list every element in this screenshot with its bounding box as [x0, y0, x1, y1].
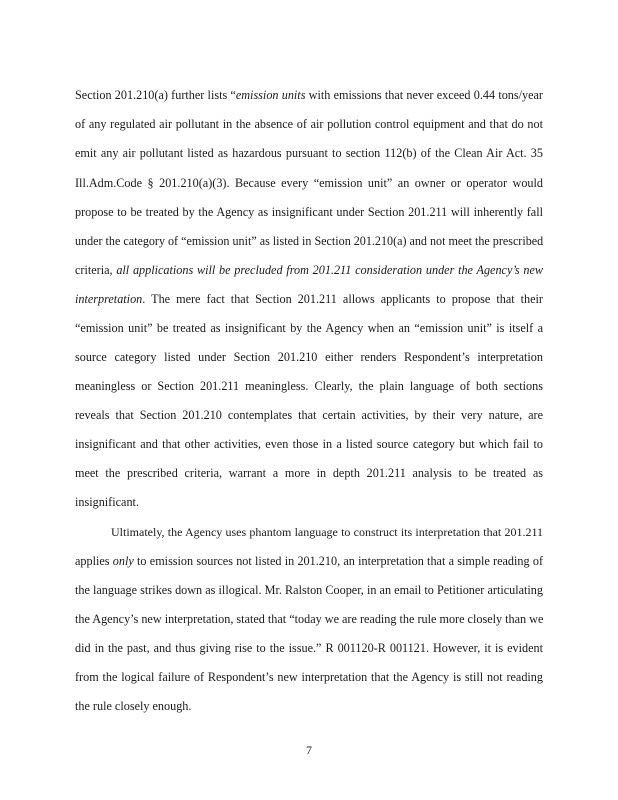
paragraph-1-line-11: meaningless or Section 201.211 meaningless. Clearly, the plain language of both sections [75, 379, 543, 393]
text-run: to emission sources not listed in 201.210, an interpretation that a simple reading of [133, 554, 543, 568]
paragraph-1-line-10: source category listed under Section 201.210 either renders Respondent’s interpretation [75, 350, 543, 364]
paragraph-1-line-14: meet the prescribed criteria, warrant a more in depth 201.211 analysis to be treated as [75, 466, 543, 480]
text-run: applies [75, 554, 113, 568]
text-run: criteria, [75, 263, 117, 277]
emphasis-text: interpretation [75, 292, 143, 306]
paragraph-1-line-15: insignificant. [75, 495, 139, 509]
paragraph-2-line-5: did in the past, and thus giving rise to the issue.” R 001120-R 001121. However, it is evident [75, 641, 543, 655]
page-number: 7 [306, 743, 312, 757]
paragraph-2-line-2 [75, 554, 543, 568]
emphasis-text: emission units [235, 88, 306, 102]
paragraph-1-line-8 [75, 292, 543, 306]
paragraph-2-line-1: Ultimately, the Agency uses phantom language to construct its interpretation that 201.211 [111, 525, 543, 539]
paragraph-1-line-9: “emission unit” be treated as insignificant by the Agency when an “emission unit” is itself a [75, 321, 543, 335]
paragraph-1-line-7 [75, 263, 543, 277]
text-run: Section 201.210(a) further lists “ [75, 88, 236, 102]
paragraph-2-line-7: the rule closely enough. [75, 699, 192, 713]
paragraph-1-line-2: of any regulated air pollutant in the absence of air pollution control equipment and that do not [75, 117, 543, 131]
text-run: with emissions that never exceed 0.44 tons/year [305, 88, 543, 102]
paragraph-2-line-3: the language strikes down as illogical. Mr. Ralston Cooper, in an email to Petitioner articulating [75, 583, 543, 597]
paragraph-1-line-6: under the category of “emission unit” as listed in Section 201.210(a) and not meet the prescribed [75, 234, 544, 248]
paragraph-1-line-13: insignificant and that other activities, even those in a listed source category but which fail to [75, 437, 543, 451]
paragraph-1-line-3: emit any air pollutant listed as hazardous pursuant to section 112(b) of the Clean Air Act. 35 [75, 146, 543, 160]
emphasis-text: all applications will be precluded from 201.211 consideration under the Agency’s new [116, 263, 543, 277]
paragraph-1-line-1 [75, 88, 543, 102]
paragraph-1-line-12: reveals that Section 201.210 contemplates that certain activities, by their very nature, are [75, 408, 543, 422]
paragraph-1-line-5: propose to be treated by the Agency as insignificant under Section 201.211 will inherently fall [75, 205, 543, 219]
paragraph-2-line-6: from the logical failure of Respondent’s new interpretation that the Agency is still not reading [75, 670, 543, 684]
text-run: . The mere fact that Section 201.211 allows applicants to propose that their [142, 292, 543, 306]
paragraph-1-line-4: Ill.Adm.Code § 201.210(a)(3). Because every “emission unit” an owner or operator would [75, 176, 543, 190]
emphasis-text: only [112, 554, 134, 568]
paragraph-2-line-4: the Agency’s new interpretation, stated that “today we are reading the rule more closely than we [75, 612, 544, 626]
